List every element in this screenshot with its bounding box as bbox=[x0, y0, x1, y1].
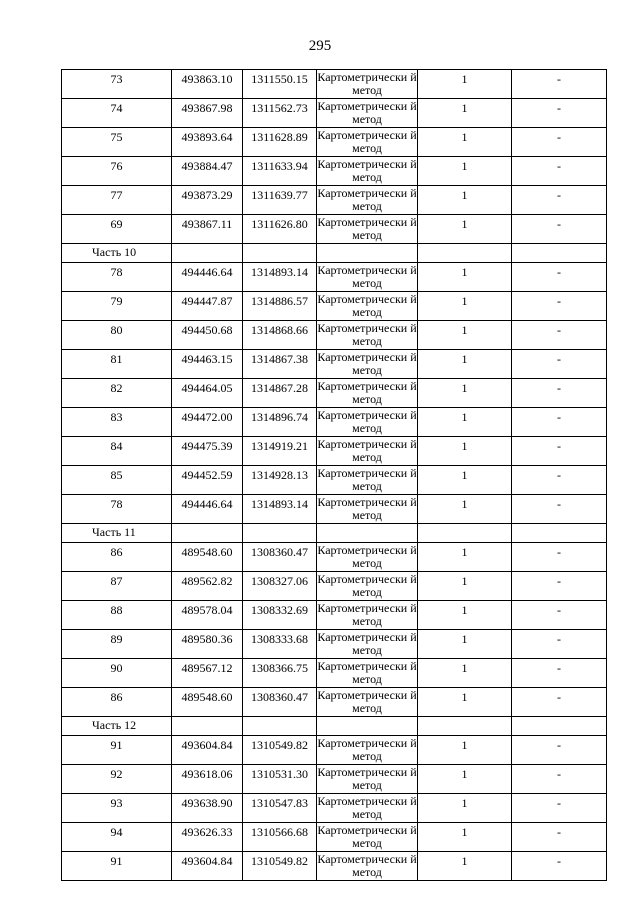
y-coordinate-cell: 1308327.06 bbox=[243, 572, 317, 601]
method-cell: Картометрически й метод bbox=[317, 215, 417, 242]
section-row bbox=[62, 717, 607, 736]
table-row bbox=[62, 630, 607, 659]
empty-cell bbox=[172, 524, 243, 543]
method-cell: Картометрически й метод bbox=[317, 823, 417, 850]
accuracy-cell: 1 bbox=[418, 630, 512, 659]
section-label: Часть 11 bbox=[62, 524, 172, 543]
empty-cell bbox=[418, 244, 512, 263]
accuracy-cell: 1 bbox=[418, 215, 512, 244]
point-number-cell: 80 bbox=[62, 321, 172, 350]
x-coordinate-cell: 494463.15 bbox=[172, 350, 243, 379]
y-coordinate-cell: 1311550.15 bbox=[243, 70, 317, 99]
note-cell: - bbox=[512, 157, 607, 186]
y-coordinate-cell: 1310549.82 bbox=[243, 852, 317, 881]
coordinates-table bbox=[61, 69, 607, 881]
note-cell: - bbox=[512, 794, 607, 823]
accuracy-cell: 1 bbox=[418, 466, 512, 495]
section-label: Часть 12 bbox=[62, 717, 172, 736]
empty-cell bbox=[317, 524, 418, 543]
accuracy-cell: 1 bbox=[418, 408, 512, 437]
x-coordinate-cell: 489578.04 bbox=[172, 601, 243, 630]
x-coordinate-cell: 493618.06 bbox=[172, 765, 243, 794]
note-cell: - bbox=[512, 736, 607, 765]
table-row bbox=[62, 157, 607, 186]
y-coordinate-cell: 1311633.94 bbox=[243, 157, 317, 186]
point-number-cell: 69 bbox=[62, 215, 172, 244]
note-cell: - bbox=[512, 572, 607, 601]
y-coordinate-cell: 1308360.47 bbox=[243, 688, 317, 717]
empty-cell bbox=[243, 717, 317, 736]
y-coordinate-cell: 1310547.83 bbox=[243, 794, 317, 823]
method-cell: Картометрически й метод bbox=[317, 572, 417, 599]
accuracy-cell: 1 bbox=[418, 437, 512, 466]
page-number: 295 bbox=[308, 38, 332, 54]
accuracy-cell: 1 bbox=[418, 379, 512, 408]
method-cell: Картометрически й метод bbox=[317, 466, 417, 493]
y-coordinate-cell: 1314886.57 bbox=[243, 292, 317, 321]
table-row bbox=[62, 437, 607, 466]
y-coordinate-cell: 1311626.80 bbox=[243, 215, 317, 244]
y-coordinate-cell: 1314893.14 bbox=[243, 495, 317, 524]
method-cell: Картометрически й метод bbox=[317, 350, 417, 377]
method-cell: Картометрически й метод bbox=[317, 601, 417, 628]
empty-cell bbox=[243, 244, 317, 263]
y-coordinate-cell: 1308333.68 bbox=[243, 630, 317, 659]
table-row bbox=[62, 495, 607, 524]
x-coordinate-cell: 494475.39 bbox=[172, 437, 243, 466]
table-row bbox=[62, 688, 607, 717]
x-coordinate-cell: 489567.12 bbox=[172, 659, 243, 688]
x-coordinate-cell: 489548.60 bbox=[172, 543, 243, 572]
x-coordinate-cell: 494450.68 bbox=[172, 321, 243, 350]
method-cell: Картометрически й метод bbox=[317, 688, 417, 715]
section-row bbox=[62, 524, 607, 543]
point-number-cell: 89 bbox=[62, 630, 172, 659]
accuracy-cell: 1 bbox=[418, 186, 512, 215]
y-coordinate-cell: 1314919.21 bbox=[243, 437, 317, 466]
x-coordinate-cell: 493893.64 bbox=[172, 128, 243, 157]
point-number-cell: 90 bbox=[62, 659, 172, 688]
accuracy-cell: 1 bbox=[418, 157, 512, 186]
y-coordinate-cell: 1314928.13 bbox=[243, 466, 317, 495]
method-cell: Картометрически й метод bbox=[317, 292, 417, 319]
empty-cell bbox=[317, 244, 418, 263]
method-cell: Картометрически й метод bbox=[317, 263, 417, 290]
empty-cell bbox=[172, 244, 243, 263]
point-number-cell: 92 bbox=[62, 765, 172, 794]
table-row bbox=[62, 823, 607, 852]
note-cell: - bbox=[512, 215, 607, 244]
note-cell: - bbox=[512, 186, 607, 215]
table-row bbox=[62, 659, 607, 688]
table-row bbox=[62, 321, 607, 350]
note-cell: - bbox=[512, 408, 607, 437]
point-number-cell: 87 bbox=[62, 572, 172, 601]
table-row bbox=[62, 99, 607, 128]
accuracy-cell: 1 bbox=[418, 688, 512, 717]
accuracy-cell: 1 bbox=[418, 321, 512, 350]
y-coordinate-cell: 1314867.38 bbox=[243, 350, 317, 379]
table-row bbox=[62, 292, 607, 321]
table-row bbox=[62, 543, 607, 572]
point-number-cell: 88 bbox=[62, 601, 172, 630]
x-coordinate-cell: 493867.11 bbox=[172, 215, 243, 244]
method-cell: Картометрически й метод bbox=[317, 379, 417, 406]
point-number-cell: 86 bbox=[62, 543, 172, 572]
point-number-cell: 75 bbox=[62, 128, 172, 157]
method-cell: Картометрически й метод bbox=[317, 408, 417, 435]
point-number-cell: 93 bbox=[62, 794, 172, 823]
table-row bbox=[62, 852, 607, 881]
accuracy-cell: 1 bbox=[418, 794, 512, 823]
x-coordinate-cell: 493863.10 bbox=[172, 70, 243, 99]
accuracy-cell: 1 bbox=[418, 99, 512, 128]
accuracy-cell: 1 bbox=[418, 70, 512, 99]
point-number-cell: 78 bbox=[62, 263, 172, 292]
method-cell: Картометрически й метод bbox=[317, 736, 417, 763]
y-coordinate-cell: 1308332.69 bbox=[243, 601, 317, 630]
method-cell: Картометрически й метод bbox=[317, 852, 417, 879]
table-row bbox=[62, 736, 607, 765]
x-coordinate-cell: 493626.33 bbox=[172, 823, 243, 852]
accuracy-cell: 1 bbox=[418, 823, 512, 852]
x-coordinate-cell: 494446.64 bbox=[172, 495, 243, 524]
section-label: Часть 10 bbox=[62, 244, 172, 263]
empty-cell bbox=[418, 524, 512, 543]
accuracy-cell: 1 bbox=[418, 572, 512, 601]
method-cell: Картометрически й метод bbox=[317, 495, 417, 522]
empty-cell bbox=[512, 524, 607, 543]
point-number-cell: 84 bbox=[62, 437, 172, 466]
x-coordinate-cell: 494464.05 bbox=[172, 379, 243, 408]
y-coordinate-cell: 1314868.66 bbox=[243, 321, 317, 350]
x-coordinate-cell: 493604.84 bbox=[172, 852, 243, 881]
y-coordinate-cell: 1310531.30 bbox=[243, 765, 317, 794]
y-coordinate-cell: 1314893.14 bbox=[243, 263, 317, 292]
point-number-cell: 94 bbox=[62, 823, 172, 852]
empty-cell bbox=[243, 524, 317, 543]
y-coordinate-cell: 1310549.82 bbox=[243, 736, 317, 765]
empty-cell bbox=[512, 717, 607, 736]
y-coordinate-cell: 1308360.47 bbox=[243, 543, 317, 572]
accuracy-cell: 1 bbox=[418, 543, 512, 572]
note-cell: - bbox=[512, 765, 607, 794]
x-coordinate-cell: 494447.87 bbox=[172, 292, 243, 321]
point-number-cell: 74 bbox=[62, 99, 172, 128]
method-cell: Картометрически й метод bbox=[317, 794, 417, 821]
point-number-cell: 86 bbox=[62, 688, 172, 717]
method-cell: Картометрически й метод bbox=[317, 630, 417, 657]
y-coordinate-cell: 1311639.77 bbox=[243, 186, 317, 215]
x-coordinate-cell: 489548.60 bbox=[172, 688, 243, 717]
x-coordinate-cell: 489580.36 bbox=[172, 630, 243, 659]
y-coordinate-cell: 1314867.28 bbox=[243, 379, 317, 408]
accuracy-cell: 1 bbox=[418, 736, 512, 765]
note-cell: - bbox=[512, 688, 607, 717]
x-coordinate-cell: 494452.59 bbox=[172, 466, 243, 495]
x-coordinate-cell: 493638.90 bbox=[172, 794, 243, 823]
point-number-cell: 82 bbox=[62, 379, 172, 408]
method-cell: Картометрически й метод bbox=[317, 321, 417, 348]
y-coordinate-cell: 1311628.89 bbox=[243, 128, 317, 157]
point-number-cell: 81 bbox=[62, 350, 172, 379]
accuracy-cell: 1 bbox=[418, 128, 512, 157]
section-row bbox=[62, 244, 607, 263]
note-cell: - bbox=[512, 263, 607, 292]
accuracy-cell: 1 bbox=[418, 601, 512, 630]
note-cell: - bbox=[512, 466, 607, 495]
point-number-cell: 78 bbox=[62, 495, 172, 524]
point-number-cell: 76 bbox=[62, 157, 172, 186]
table-row bbox=[62, 601, 607, 630]
table-row bbox=[62, 765, 607, 794]
method-cell: Картометрически й метод bbox=[317, 186, 417, 213]
point-number-cell: 77 bbox=[62, 186, 172, 215]
method-cell: Картометрически й метод bbox=[317, 437, 417, 464]
note-cell: - bbox=[512, 659, 607, 688]
table-row bbox=[62, 572, 607, 601]
table-row bbox=[62, 215, 607, 244]
x-coordinate-cell: 493604.84 bbox=[172, 736, 243, 765]
accuracy-cell: 1 bbox=[418, 659, 512, 688]
empty-cell bbox=[418, 717, 512, 736]
note-cell: - bbox=[512, 128, 607, 157]
x-coordinate-cell: 493884.47 bbox=[172, 157, 243, 186]
accuracy-cell: 1 bbox=[418, 765, 512, 794]
x-coordinate-cell: 489562.82 bbox=[172, 572, 243, 601]
table-row bbox=[62, 408, 607, 437]
x-coordinate-cell: 493873.29 bbox=[172, 186, 243, 215]
table-row bbox=[62, 70, 607, 99]
empty-cell bbox=[172, 717, 243, 736]
note-cell: - bbox=[512, 543, 607, 572]
note-cell: - bbox=[512, 823, 607, 852]
note-cell: - bbox=[512, 99, 607, 128]
note-cell: - bbox=[512, 321, 607, 350]
note-cell: - bbox=[512, 292, 607, 321]
point-number-cell: 83 bbox=[62, 408, 172, 437]
x-coordinate-cell: 493867.98 bbox=[172, 99, 243, 128]
method-cell: Картометрически й метод bbox=[317, 543, 417, 570]
accuracy-cell: 1 bbox=[418, 350, 512, 379]
note-cell: - bbox=[512, 437, 607, 466]
note-cell: - bbox=[512, 379, 607, 408]
note-cell: - bbox=[512, 70, 607, 99]
accuracy-cell: 1 bbox=[418, 852, 512, 881]
y-coordinate-cell: 1310566.68 bbox=[243, 823, 317, 852]
table-row bbox=[62, 263, 607, 292]
point-number-cell: 85 bbox=[62, 466, 172, 495]
y-coordinate-cell: 1308366.75 bbox=[243, 659, 317, 688]
method-cell: Картометрически й метод bbox=[317, 128, 417, 155]
method-cell: Картометрически й метод bbox=[317, 659, 417, 686]
point-number-cell: 73 bbox=[62, 70, 172, 99]
table-row bbox=[62, 186, 607, 215]
point-number-cell: 91 bbox=[62, 736, 172, 765]
method-cell: Картометрически й метод bbox=[317, 157, 417, 184]
table-row bbox=[62, 350, 607, 379]
y-coordinate-cell: 1311562.73 bbox=[243, 99, 317, 128]
note-cell: - bbox=[512, 601, 607, 630]
table-row bbox=[62, 466, 607, 495]
empty-cell bbox=[512, 244, 607, 263]
x-coordinate-cell: 494472.00 bbox=[172, 408, 243, 437]
note-cell: - bbox=[512, 630, 607, 659]
table-row bbox=[62, 379, 607, 408]
empty-cell bbox=[317, 717, 418, 736]
note-cell: - bbox=[512, 495, 607, 524]
point-number-cell: 79 bbox=[62, 292, 172, 321]
note-cell: - bbox=[512, 852, 607, 881]
accuracy-cell: 1 bbox=[418, 292, 512, 321]
table-row bbox=[62, 794, 607, 823]
method-cell: Картометрически й метод bbox=[317, 70, 417, 97]
method-cell: Картометрически й метод bbox=[317, 765, 417, 792]
table-row bbox=[62, 128, 607, 157]
table-body bbox=[62, 70, 607, 881]
method-cell: Картометрически й метод bbox=[317, 99, 417, 126]
accuracy-cell: 1 bbox=[418, 495, 512, 524]
accuracy-cell: 1 bbox=[418, 263, 512, 292]
y-coordinate-cell: 1314896.74 bbox=[243, 408, 317, 437]
point-number-cell: 91 bbox=[62, 852, 172, 881]
x-coordinate-cell: 494446.64 bbox=[172, 263, 243, 292]
note-cell: - bbox=[512, 350, 607, 379]
